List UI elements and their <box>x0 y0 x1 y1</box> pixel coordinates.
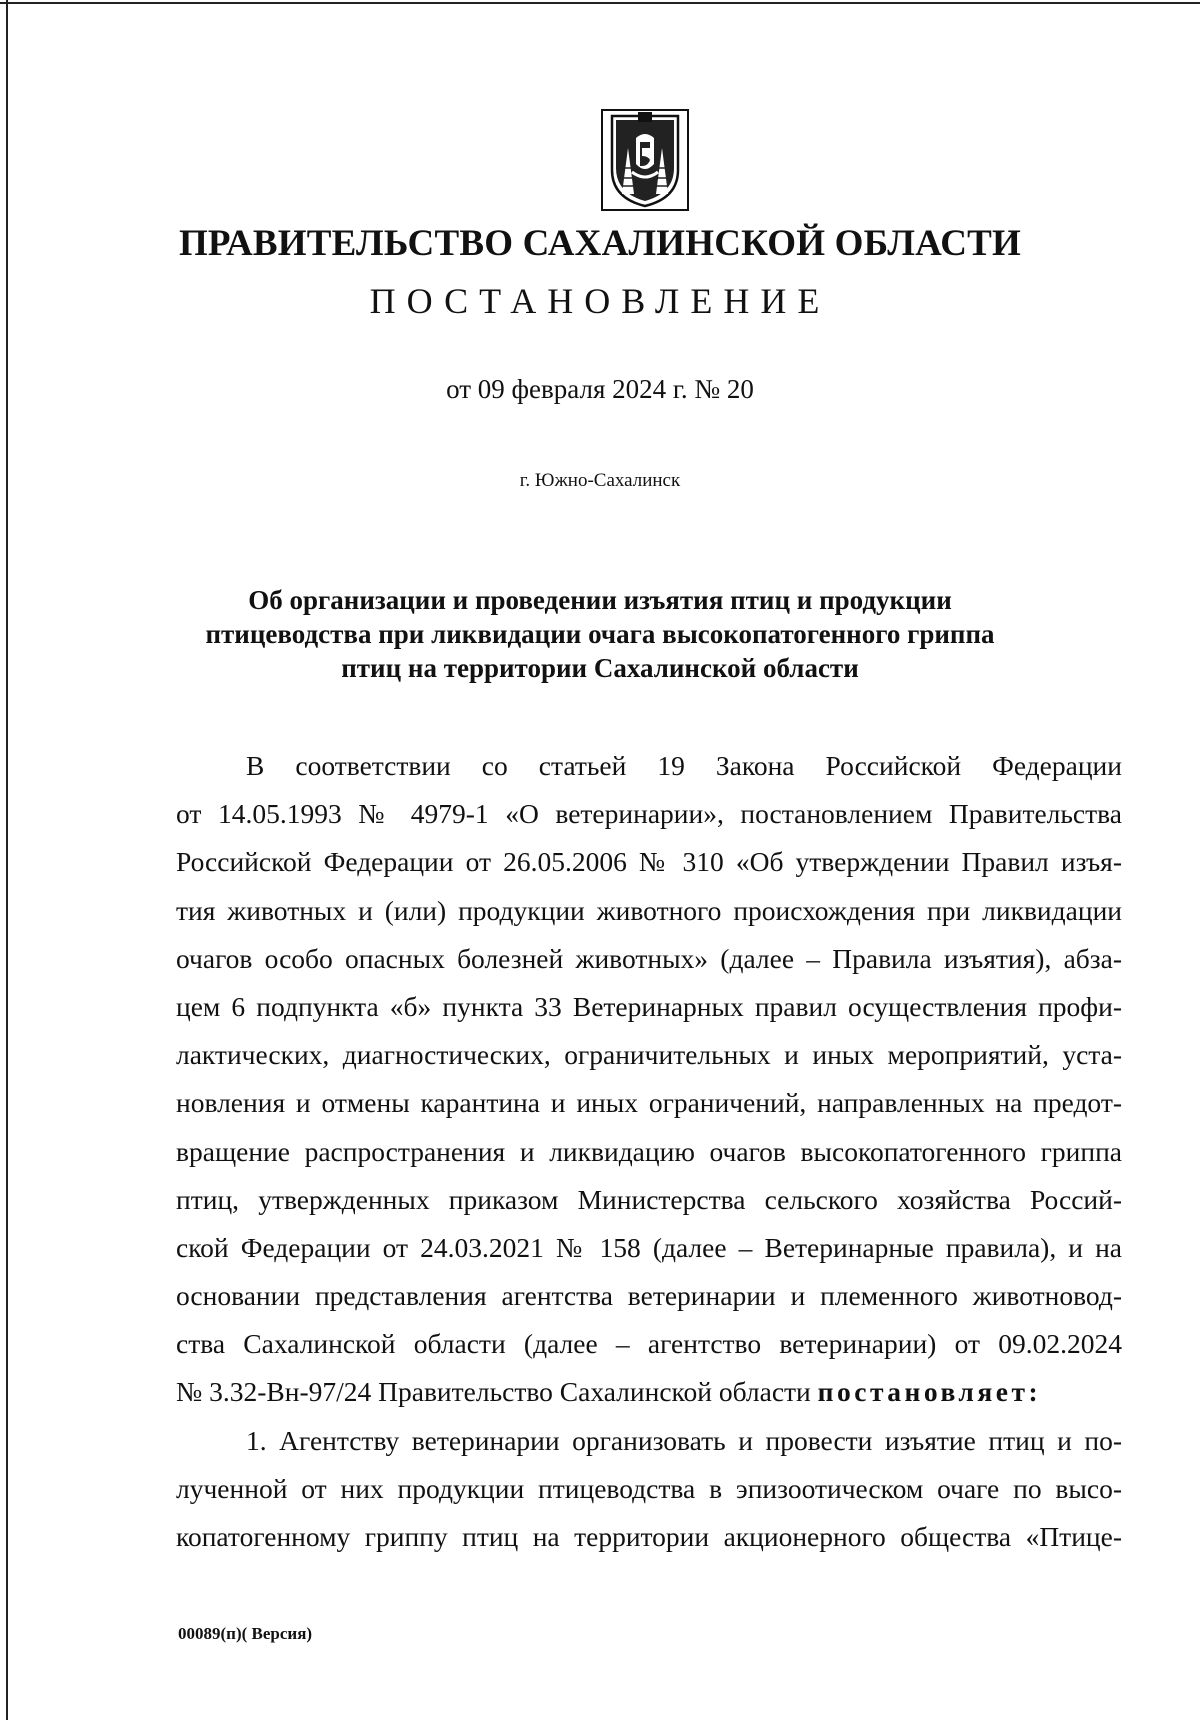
body-line: очагов особо опасных болезней животных» (далее – Правила изъятия), абза- <box>176 942 1122 974</box>
body-line: № 3.32-Вн-97/24 Правительство Сахалинской области <box>176 1376 811 1408</box>
body-line: новления и отмены карантина и иных ограничений, направленных на предот- <box>176 1087 1122 1119</box>
organization-title: ПРАВИТЕЛЬСТВО САХАЛИНСКОЙ ОБЛАСТИ <box>178 223 1022 264</box>
body-line: вращение распространения и ликвидацию очагов высокопатогенного гриппа <box>176 1135 1122 1167</box>
body-line: тия животных и (или) продукции животного происхождения при ликвидации <box>176 894 1122 926</box>
body-line-decree <box>176 1368 1122 1416</box>
body-line: ства Сахалинской области (далее – агентство ветеринарии) от 09.02.2024 <box>176 1328 1122 1360</box>
body-line: от 14.05.1993 № 4979-1 «О ветеринарии», постановлением Правительства <box>176 798 1122 830</box>
body-line: В соответствии со статьей 19 Закона Российской Федерации <box>246 750 1122 781</box>
body-line: цем 6 подпункта «б» пункта 33 Ветеринарных правил осуществления профи- <box>176 990 1122 1022</box>
document-city: г. Южно-Сахалинск <box>519 470 681 491</box>
body-line: лактических, диагностических, ограничительных и иных мероприятий, уста- <box>176 1039 1122 1071</box>
decree-word: постановляет: <box>817 1376 1042 1408</box>
sakhalin-coat-of-arms-icon <box>598 108 692 212</box>
document-heading <box>0 583 1200 685</box>
document-body <box>176 742 1122 1561</box>
heading-line: Об организации и проведении изъятия птиц и продукции <box>248 585 952 615</box>
heading-line: птицеводства при ликвидации очага высокопатогенного гриппа <box>205 619 995 649</box>
body-line: основании представления агентства ветеринарии и племенного животновод- <box>176 1280 1122 1312</box>
scan-edge-top <box>0 2 1200 4</box>
footer-document-code: 00089(п)( Версия) <box>178 1624 313 1643</box>
item-1-line: копатогенному гриппу птиц на территории акционерного общества «Птице- <box>176 1521 1122 1552</box>
item-1-line: 1. Агентству ветеринарии организовать и провести изъятие птиц и по- <box>246 1424 1122 1456</box>
item-1-line: лученной от них продукции птицеводства в эпизоотическом очаге по высо- <box>176 1472 1122 1504</box>
heading-line: птиц на территории Сахалинской области <box>341 653 859 683</box>
document-type: ПОСТАНОВЛЕНИЕ <box>369 281 831 321</box>
body-line: Российской Федерации от 26.05.2006 № 310 «Об утверждении Правил изъя- <box>176 846 1122 878</box>
document-date-number: от 09 февраля 2024 г. № 20 <box>446 374 754 404</box>
body-line: ской Федерации от 24.03.2021 № 158 (далее – Ветеринарные правила), и на <box>176 1231 1122 1263</box>
body-line: птиц, утвержденных приказом Министерства сельского хозяйства Россий- <box>176 1183 1122 1215</box>
